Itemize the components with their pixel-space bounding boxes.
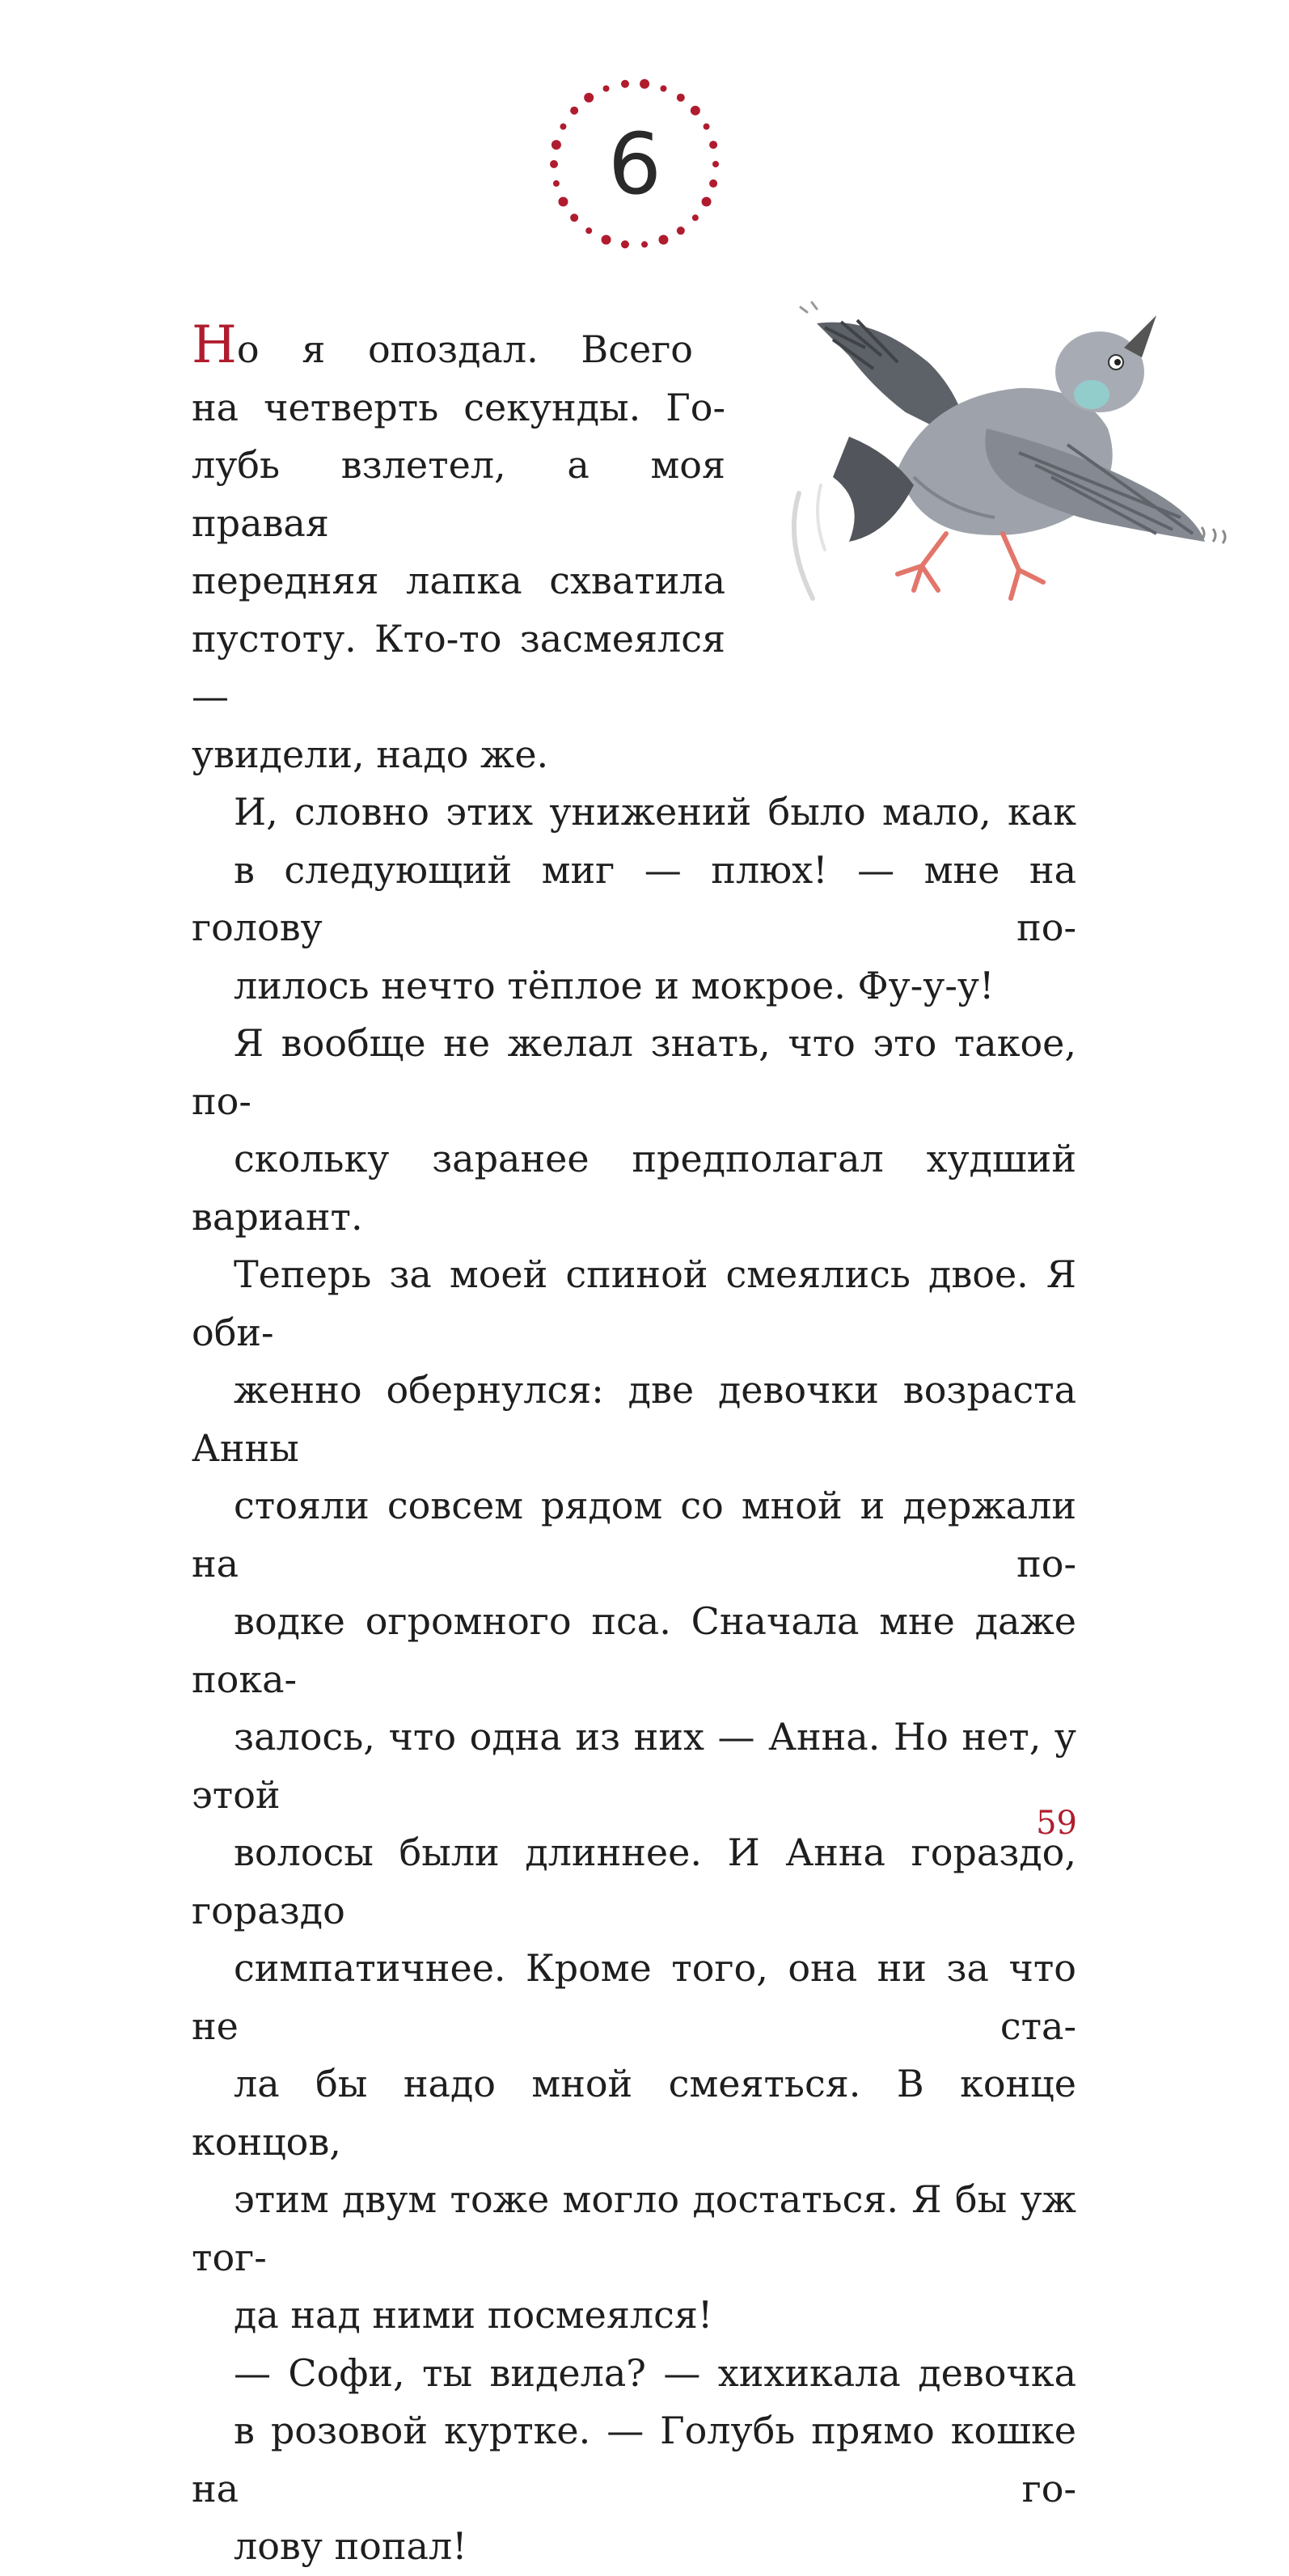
chapter-heading xyxy=(542,71,728,257)
text-line: лубь взлетел, а моя правая xyxy=(192,443,725,545)
paragraph-1 xyxy=(192,317,725,783)
text-line: пустоту. Кто-то засмеялся — xyxy=(192,616,725,718)
text-line: скольку заранее предполагал худший вариант. xyxy=(192,1137,1076,1239)
text-line xyxy=(192,317,693,379)
drop-cap-letter: Н xyxy=(192,315,237,375)
paragraph-5 xyxy=(192,2345,1076,2576)
text-line: на четверть секунды. Го- xyxy=(192,385,725,429)
text-line: лилось нечто тёплое и мокрое. Фу-у-у! xyxy=(234,963,995,1007)
text-line: этим двум тоже могло достаться. Я бы уж тог- xyxy=(192,2177,1076,2279)
text-line: женно обернулся: две девочки возраста Анны xyxy=(192,1368,1076,1470)
text-line: — Софи, ты видела? — хихикала девочка xyxy=(234,2350,1076,2395)
text-line: лову попал! xyxy=(234,2524,467,2568)
text-line: в розовой куртке. — Голубь прямо кошке на го- xyxy=(192,2409,1076,2511)
text-line: Я вообще не желал знать, что это такое, по- xyxy=(192,1021,1076,1123)
text-line: волосы были длиннее. И Анна гораздо, гораздо xyxy=(192,1831,1076,1932)
text-line: залось, что одна из них — Анна. Но нет, у этой xyxy=(192,1715,1076,1817)
page-number: 59 xyxy=(1036,1805,1077,1842)
chapter-number: 6 xyxy=(607,115,662,213)
paragraph-4 xyxy=(192,1246,1076,2345)
text-line: передняя лапка схватила xyxy=(192,559,725,602)
text-line: увидели, надо же. xyxy=(192,732,549,776)
text-line: водке огромного пса. Сначала мне даже пока- xyxy=(192,1599,1076,1701)
text-line: стояли совсем рядом со мной и держали на по- xyxy=(192,1484,1076,1586)
text-line: симпатичнее. Кроме того, она ни за что не ста- xyxy=(192,1946,1076,2048)
text-line: ла бы надо мной смеяться. В конце концов, xyxy=(192,2062,1076,2164)
text-line-content: о я опоздал. Всего xyxy=(236,327,693,371)
paragraph-2 xyxy=(192,783,1076,1015)
text-line: И, словно этих унижений было мало, как xyxy=(234,790,1076,834)
text-line: да над ними посмеялся! xyxy=(234,2293,713,2337)
text-line: Теперь за моей спиной смеялись двое. Я оби- xyxy=(192,1252,1076,1354)
body-text xyxy=(192,317,1076,2576)
paragraph-3 xyxy=(192,1015,1076,1246)
text-line: в следующий миг — плюх! — мне на голову по- xyxy=(192,847,1076,949)
